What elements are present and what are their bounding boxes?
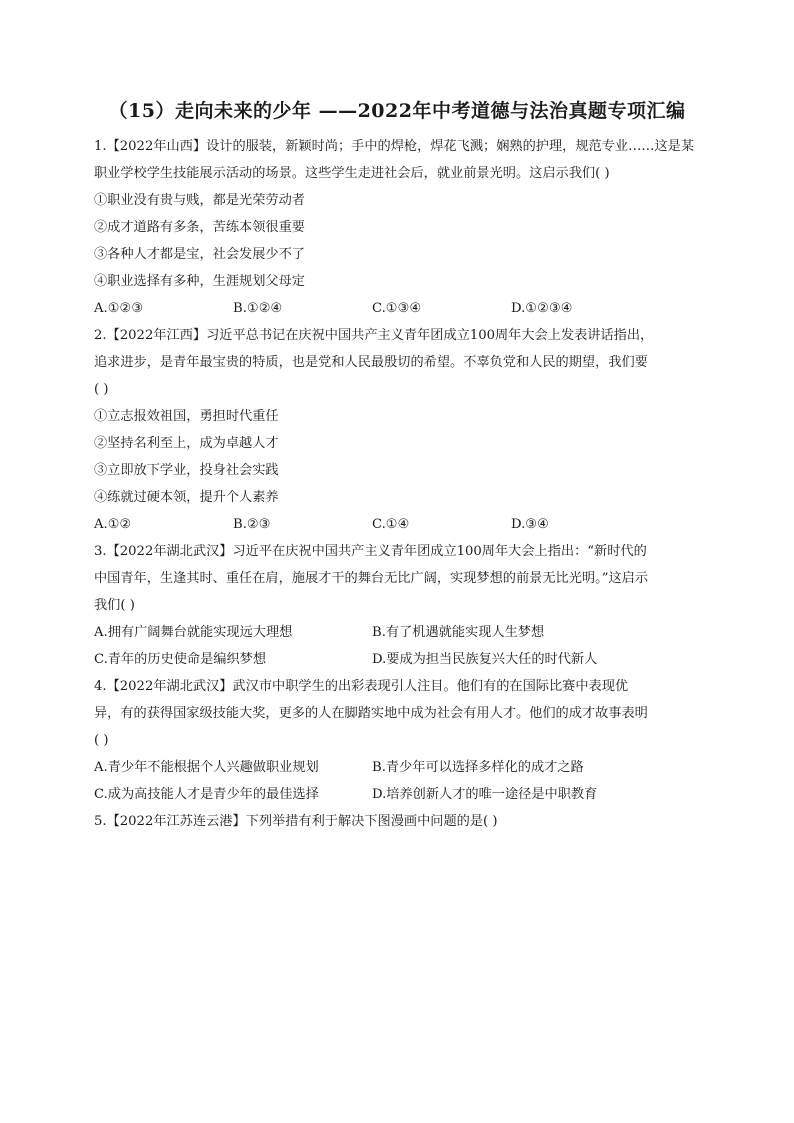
question-1-option-a[interactable]: A.①②③ bbox=[94, 301, 144, 316]
question-4-option-c[interactable]: C.成为高技能人才是青少年的最佳选择 bbox=[94, 787, 319, 802]
question-4-stem-line-2: 异，有的获得国家级技能大奖，更多的人在脚踏实地中成为社会有用人才。他们的成才故事表明 bbox=[94, 706, 648, 721]
question-1-statement-3: ③各种人才都是宝，社会发展少不了 bbox=[94, 247, 305, 262]
question-1-statement-4: ④职业选择有多种，生涯规划父母定 bbox=[94, 274, 305, 289]
question-1-option-d[interactable]: D.①②③④ bbox=[511, 301, 573, 316]
question-3-options-row-1 bbox=[94, 619, 706, 646]
question-2-stem-line-1: 2.【2022年江西】习近平总书记在庆祝中国共产主义青年团成立100周年大会上发表讲话指出， bbox=[94, 328, 654, 343]
question-2-option-d[interactable]: D.③④ bbox=[511, 517, 549, 532]
question-3-option-d[interactable]: D.要成为担当民族复兴大任的时代新人 bbox=[372, 652, 598, 667]
question-3-option-c[interactable]: C.青年的历史使命是编织梦想 bbox=[94, 652, 267, 667]
question-2-option-c[interactable]: C.①④ bbox=[372, 517, 410, 532]
question-2-stem-line-2: 追求进步，是青年最宝贵的特质，也是党和人民最殷切的希望。不辜负党和人民的期望，我们要 bbox=[94, 355, 648, 370]
question-5-stem-line-1: 5.【2022年江苏连云港】下列举措有利于解决下图漫画中问题的是( ) bbox=[94, 814, 498, 829]
question-2-statement-2: ②坚持名利至上，成为卓越人才 bbox=[94, 436, 279, 451]
question-2-stem-line-3: ( ) bbox=[94, 382, 109, 397]
question-4-options-row-1 bbox=[94, 754, 706, 781]
question-4-options-row-2 bbox=[94, 781, 706, 808]
question-4-option-d[interactable]: D.培养创新人才的唯一途径是中职教育 bbox=[372, 787, 598, 802]
question-4-stem-line-3: ( ) bbox=[94, 733, 109, 748]
question-1 bbox=[94, 133, 706, 322]
question-2 bbox=[94, 322, 706, 538]
question-4 bbox=[94, 673, 706, 808]
question-2-statement-4: ④练就过硬本领，提升个人素养 bbox=[94, 490, 279, 505]
question-1-statement-1: ①职业没有贵与贱，都是光荣劳动者 bbox=[94, 193, 305, 208]
question-1-options bbox=[94, 295, 706, 322]
question-1-stem-line-1: 1.【2022年山西】设计的服装，新颖时尚；手中的焊枪，焊花飞溅；娴熟的护理，规范专业……这是某 bbox=[94, 139, 695, 154]
question-3-option-b[interactable]: B.有了机遇就能实现人生梦想 bbox=[372, 625, 545, 640]
question-2-statement-3: ③立即放下学业，投身社会实践 bbox=[94, 463, 279, 478]
question-5 bbox=[94, 808, 706, 835]
question-4-option-b[interactable]: B.青少年可以选择多样化的成才之路 bbox=[372, 760, 584, 775]
question-2-option-a[interactable]: A.①② bbox=[94, 517, 132, 532]
question-4-stem-line-1: 4.【2022年湖北武汉】武汉市中职学生的出彩表现引人注目。他们有的在国际比赛中表现优 bbox=[94, 679, 629, 694]
question-3-option-a[interactable]: A.拥有广阔舞台就能实现远大理想 bbox=[94, 625, 293, 640]
question-4-option-a[interactable]: A.青少年不能根据个人兴趣做职业规划 bbox=[94, 760, 319, 775]
question-2-option-b[interactable]: B.②③ bbox=[233, 517, 271, 532]
question-3-stem-line-3: 我们( ) bbox=[94, 598, 135, 613]
question-1-option-c[interactable]: C.①③④ bbox=[372, 301, 422, 316]
question-1-stem-line-2: 职业学校学生技能展示活动的场景。这些学生走进社会后，就业前景光明。这启示我们( ) bbox=[94, 166, 610, 181]
question-1-statement-2: ②成才道路有多条，苦练本领很重要 bbox=[94, 220, 305, 235]
question-3-stem-line-2: 中国青年，生逢其时、重任在肩，施展才干的舞台无比广阔，实现梦想的前景无比光明。”这启示 bbox=[94, 571, 649, 586]
question-3-options-row-2 bbox=[94, 646, 706, 673]
question-2-options bbox=[94, 511, 706, 538]
question-3-stem-line-1: 3.【2022年湖北武汉】习近平在庆祝中国共产主义青年团成立100周年大会上指出：“新时代的 bbox=[94, 544, 647, 559]
page-title: （15）走向未来的少年 ——2022年中考道德与法治真题专项汇编 bbox=[108, 100, 686, 122]
question-list bbox=[94, 133, 706, 835]
question-2-statement-1: ①立志报效祖国，勇担时代重任 bbox=[94, 409, 279, 424]
question-3 bbox=[94, 538, 706, 673]
question-1-option-b[interactable]: B.①②④ bbox=[233, 301, 283, 316]
